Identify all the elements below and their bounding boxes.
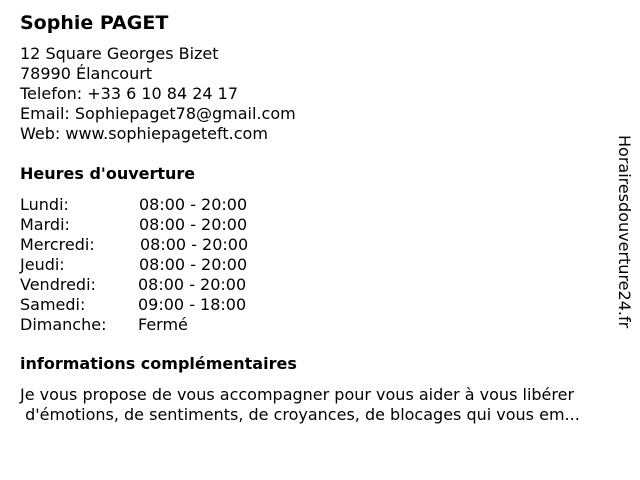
day-label: Lundi: xyxy=(20,195,69,214)
hours-row-tuesday xyxy=(20,215,280,235)
hours-row-wednesday xyxy=(20,235,280,255)
info-description xyxy=(20,385,580,425)
business-name: Sophie PAGET xyxy=(20,12,169,34)
hours-row-sunday xyxy=(20,315,280,335)
info-heading: informations complémentaires xyxy=(20,354,297,373)
day-label: Samedi: xyxy=(20,295,86,314)
city-postal: 78990 Élancourt xyxy=(20,64,153,83)
opening-hours-table xyxy=(20,195,280,335)
day-label: Mercredi: xyxy=(20,235,95,254)
time-value: Fermé xyxy=(138,315,188,334)
info-line: d'émotions, de sentiments, de croyances, de blocages qui vous em... xyxy=(20,405,580,424)
day-label: Jeudi: xyxy=(20,255,65,274)
phone-line[interactable]: Telefon: +33 6 10 84 24 17 xyxy=(20,84,239,103)
time-value: 09:00 - 18:00 xyxy=(138,295,247,314)
time-value: 08:00 - 20:00 xyxy=(139,215,248,234)
time-value: 08:00 - 20:00 xyxy=(139,195,248,214)
time-value: 08:00 - 20:00 xyxy=(140,235,249,254)
email-line[interactable]: Email: Sophiepaget78@gmail.com xyxy=(20,104,296,123)
hours-row-saturday xyxy=(20,295,280,315)
hours-row-monday xyxy=(20,195,280,215)
time-value: 08:00 - 20:00 xyxy=(139,255,248,274)
info-line: Je vous propose de vous accompagner pour vous aider à vous libérer xyxy=(20,385,575,404)
brand-watermark: Horairesdouverture24.fr xyxy=(615,135,634,329)
website-line[interactable]: Web: www.sophiepageteft.com xyxy=(20,124,268,143)
day-label: Mardi: xyxy=(20,215,70,234)
time-value: 08:00 - 20:00 xyxy=(138,275,247,294)
hours-row-thursday xyxy=(20,255,280,275)
hours-heading: Heures d'ouverture xyxy=(20,164,196,183)
hours-row-friday xyxy=(20,275,280,295)
street-address: 12 Square Georges Bizet xyxy=(20,44,219,63)
day-label: Dimanche: xyxy=(20,315,107,334)
contact-block xyxy=(20,44,296,144)
day-label: Vendredi: xyxy=(20,275,96,294)
